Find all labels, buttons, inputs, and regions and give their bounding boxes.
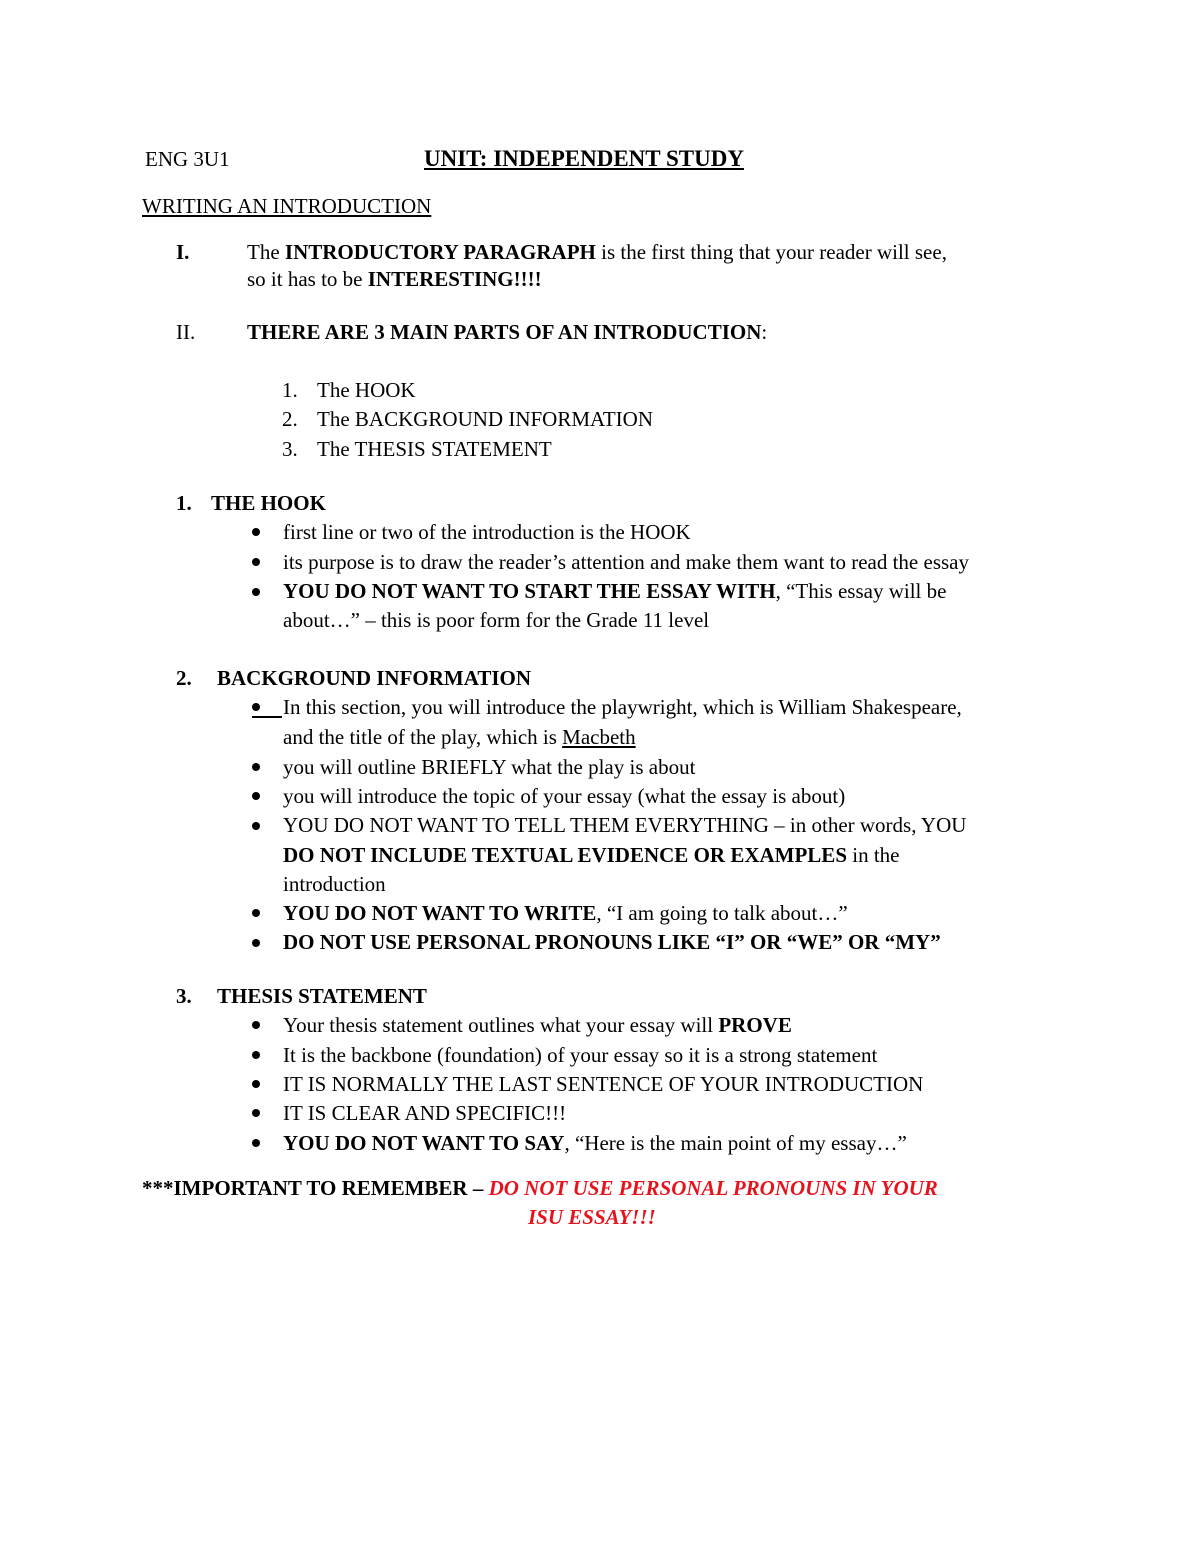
thesis-bullet-3: IT IS NORMALLY THE LAST SENTENCE OF YOUR INTRODUCTION [283,1072,924,1096]
bullet-icon [252,792,260,800]
parts-list-num-3: 3. [282,437,298,461]
text: is the first thing that your reader will see, [595,240,947,264]
text-bold: INTERESTING!!!! [367,267,542,291]
background-bullet-6: DO NOT USE PERSONAL PRONOUNS LIKE “I” OR “WE” OR “MY” [283,930,941,954]
reminder-line-1 [142,1176,938,1201]
roman-numeral-1: I. [176,240,190,264]
hook-bullet-3-cont: about…” – this is poor form for the Grade 11 level [283,608,710,632]
reminder-warning-cont: ISU ESSAY!!! [528,1205,656,1229]
background-heading: BACKGROUND INFORMATION [217,666,532,690]
bullet-icon [252,528,260,536]
text: in the [847,843,900,867]
reminder-lead: ***IMPORTANT TO REMEMBER – [142,1176,489,1200]
text: so it has to be [247,267,368,291]
thesis-heading: THESIS STATEMENT [217,984,427,1008]
text: : [761,320,768,344]
parts-list-num-2: 2. [282,407,298,431]
reminder-warning: DO NOT USE PERSONAL PRONOUNS IN YOUR [488,1176,938,1200]
play-title: Macbeth [562,725,636,749]
text: , “I am going to talk about…” [596,901,848,925]
roman-1-line-2 [247,267,542,292]
text-bold: YOU DO NOT WANT TO WRITE [283,901,597,925]
hook-bullet-3 [283,579,946,604]
page-title: UNIT: INDEPENDENT STUDY [424,146,744,171]
thesis-bullet-5 [283,1131,907,1156]
background-bullet-4: YOU DO NOT WANT TO TELL THEM EVERYTHING – in other words, YOU [283,813,967,837]
bullet-icon [252,558,260,566]
text-bold: INTRODUCTORY PARAGRAPH [284,240,596,264]
course-code: ENG 3U1 [145,147,230,171]
text-bold: THERE ARE 3 MAIN PARTS OF AN INTRODUCTION [247,320,762,344]
thesis-bullet-1 [283,1013,792,1038]
bullet-icon [252,703,260,711]
background-bullet-5 [283,901,848,926]
bullet-icon [252,1080,260,1088]
thesis-number: 3. [176,984,192,1008]
roman-numeral-2: II. [176,320,196,344]
thesis-bullet-2: It is the backbone (foundation) of your essay so it is a strong statement [283,1043,878,1067]
hook-bullet-1: first line or two of the introduction is the HOOK [283,520,691,544]
text: Your thesis statement outlines what your essay will [283,1013,719,1037]
bullet-icon [252,588,260,596]
background-bullet-1-cont [283,725,636,750]
text: The [247,240,285,264]
parts-list-item-3: The THESIS STATEMENT [317,437,552,461]
text: and the title of the play, which is [283,725,563,749]
section-title: WRITING AN INTRODUCTION [142,194,432,218]
text-bold: DO NOT INCLUDE TEXTUAL EVIDENCE OR EXAMPLES [283,843,847,867]
roman-2-text [247,320,767,345]
parts-list-item-2: The BACKGROUND INFORMATION [317,407,653,431]
text: , “Here is the main point of my essay…” [564,1131,907,1155]
bullet-icon [252,1139,260,1147]
text: , “This essay will be [775,579,947,603]
bullet-underline [252,716,282,718]
hook-heading: THE HOOK [211,491,326,515]
background-bullet-4-cont-2: introduction [283,872,386,896]
background-bullet-1: In this section, you will introduce the playwright, which is William Shakespeare, [283,695,962,719]
bullet-icon [252,909,260,917]
hook-number: 1. [176,491,192,515]
background-bullet-3: you will introduce the topic of your essay (what the essay is about) [283,784,846,808]
background-bullet-2: you will outline BRIEFLY what the play is about [283,755,696,779]
bullet-icon [252,1109,260,1117]
text-bold: YOU DO NOT WANT TO START THE ESSAY WITH [283,579,776,603]
parts-list-item-1: The HOOK [317,378,416,402]
parts-list-num-1: 1. [282,378,298,402]
text-bold: YOU DO NOT WANT TO SAY [283,1131,565,1155]
bullet-icon [252,1051,260,1059]
background-bullet-4-cont [283,843,900,868]
roman-1-line-1 [247,240,947,265]
hook-bullet-2: its purpose is to draw the reader’s attention and make them want to read the essay [283,550,969,574]
bullet-icon [252,1021,260,1029]
bullet-icon [252,763,260,771]
background-number: 2. [176,666,192,690]
bullet-icon [252,939,260,947]
text-bold: PROVE [718,1013,792,1037]
thesis-bullet-4: IT IS CLEAR AND SPECIFIC!!! [283,1101,567,1125]
bullet-icon [252,822,260,830]
